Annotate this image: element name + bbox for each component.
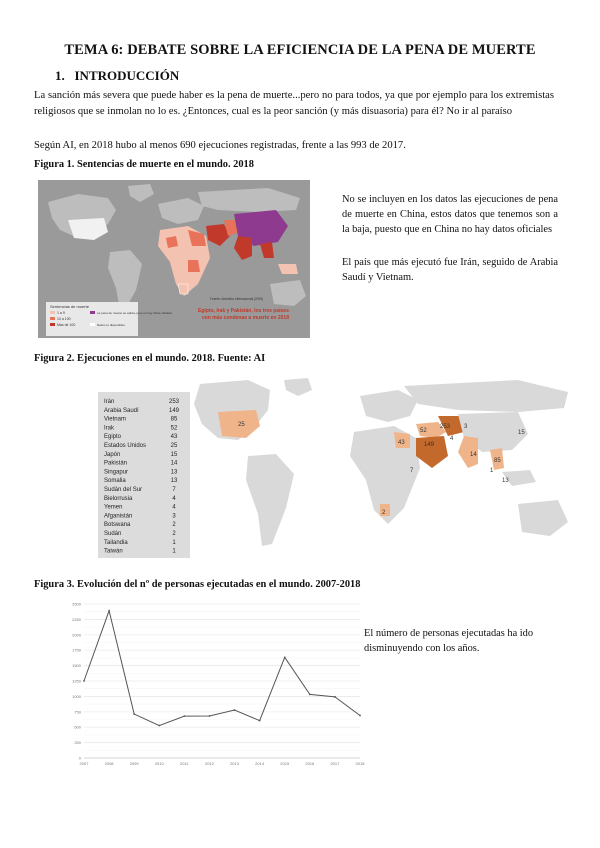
y-tick-label: 2500 — [72, 601, 81, 607]
figure3-chart — [66, 598, 366, 766]
figure1-note-1: No se incluyen en los datos las ejecuciones de pena de muerte en China, estos datos que tenemos son a la baja, puesto que en China no hay datos oficiales — [342, 194, 558, 235]
table-cell-country: Afganistán — [104, 513, 133, 520]
map-label: 13 — [502, 478, 509, 484]
figure1-note-2: El país que más ejecutó fue Irán, seguido de Arabia Saudí y Vietnam. — [342, 257, 558, 283]
map-label: 25 — [238, 422, 245, 428]
x-tick-label: 2007 — [79, 761, 89, 766]
table-cell-country: Sudán — [104, 531, 122, 537]
map-label: 2 — [382, 510, 386, 516]
executions-line-chart — [66, 598, 366, 766]
executions-world-map — [98, 376, 582, 560]
map-label: 4 — [450, 436, 454, 442]
data-point — [284, 656, 286, 658]
data-point — [259, 720, 261, 722]
series-line — [84, 611, 360, 726]
y-tick-label: 500 — [74, 724, 81, 730]
map-label: 14 — [470, 452, 477, 458]
y-tick-label: 1250 — [72, 678, 81, 684]
legend-item: Datos no disponibles — [97, 323, 125, 327]
table-cell-value: 1 — [172, 539, 176, 546]
x-tick-label: 2013 — [230, 761, 239, 766]
table-cell-value: 4 — [172, 504, 176, 511]
table-cell-country: Arabia Saudí — [104, 407, 139, 414]
table-cell-value: 2 — [172, 531, 176, 537]
table-cell-value: 4 — [172, 495, 176, 502]
table-cell-value: 149 — [168, 407, 180, 414]
map-label: 43 — [398, 440, 405, 446]
figure3-note: El número de personas ejecutadas ha ido disminuyendo con los años. — [364, 628, 534, 654]
table-cell-country: Bielorrusia — [104, 495, 133, 502]
data-point — [133, 713, 135, 715]
highlight-line2: con más condenas a muerte en 2018 — [202, 315, 289, 321]
data-point — [83, 680, 85, 682]
x-tick-label: 2014 — [255, 761, 265, 766]
table-cell-value: 43 — [170, 434, 178, 441]
x-tick-label: 2011 — [180, 761, 189, 766]
map-label: 1 — [490, 468, 494, 474]
page-title: TEMA 6: DEBATE SOBRE LA EFICIENCIA DE LA PENA DE MUERTE — [64, 42, 536, 58]
table-cell-country: Botswana — [104, 522, 131, 529]
table-cell-country: Singapur — [104, 469, 129, 476]
legend-item: 10 a 100 — [57, 317, 71, 321]
table-cell-value: 2 — [172, 522, 176, 529]
figure3-caption: Figura 3. Evolución del nº de personas ejecutadas en el mundo. 2007-2018 — [34, 579, 361, 590]
table-cell-country: Pakistán — [104, 460, 128, 467]
x-tick-label: 2018 — [355, 761, 365, 766]
table-cell-value: 14 — [170, 460, 178, 467]
y-tick-label: 1500 — [72, 663, 81, 669]
x-tick-label: 2017 — [330, 761, 340, 766]
map-source: Fuente: Amnistía Internacional (2019) — [210, 297, 264, 301]
map-label: 7 — [410, 468, 414, 474]
section-label: INTRODUCCIÓN — [74, 68, 180, 83]
x-tick-label: 2010 — [154, 761, 164, 766]
data-point — [234, 709, 236, 711]
table-cell-country: Egipto — [104, 434, 122, 441]
table-cell-country: Taiwán — [104, 548, 123, 555]
figure1-caption: Figura 1. Sentencias de muerte en el mundo. 2018 — [34, 159, 254, 170]
table-cell-country: Vietnam — [104, 416, 126, 423]
x-tick-label: 2015 — [280, 761, 290, 766]
highlight-line1: Egipto, Irak y Pakistán, los tres países — [198, 308, 289, 314]
data-point — [334, 696, 336, 698]
legend-item: Más de 100 — [57, 323, 76, 327]
map-label: 15 — [518, 430, 525, 436]
x-tick-label: 2012 — [205, 761, 214, 766]
data-point — [108, 610, 110, 612]
legend-title: Sentencias de muerte — [50, 304, 89, 309]
y-tick-label: 0 — [78, 755, 81, 761]
y-tick-label: 2250 — [72, 616, 81, 622]
table-cell-country: Somalia — [104, 478, 126, 485]
x-tick-label: 2016 — [305, 761, 315, 766]
figure2-image — [98, 376, 582, 560]
table-cell-country: Japón — [104, 451, 121, 458]
y-tick-label: 2000 — [72, 632, 81, 638]
table-cell-value: 25 — [170, 443, 178, 449]
table-cell-value: 3 — [172, 513, 176, 520]
y-tick-label: 750 — [74, 709, 81, 715]
table-cell-country: Irak — [104, 425, 115, 432]
legend-item: 1 a 9 — [57, 311, 65, 315]
map-label: 85 — [494, 458, 501, 464]
map-label: 149 — [424, 442, 435, 448]
section-number: 1. — [55, 68, 65, 83]
y-tick-label: 250 — [74, 740, 81, 746]
table-cell-country: Estados Unidos — [104, 443, 147, 449]
table-cell-value: 7 — [172, 487, 176, 493]
map-label: 253 — [440, 424, 451, 430]
figure1-map-image — [38, 180, 310, 338]
section-heading — [55, 68, 179, 84]
x-tick-label: 2008 — [104, 761, 114, 766]
table-cell-value: 1 — [172, 548, 176, 555]
table-cell-country: Tailandia — [104, 539, 128, 546]
table-cell-country: Yemen — [104, 504, 123, 511]
table-cell-value: 15 — [170, 451, 178, 458]
table-cell-value: 253 — [168, 399, 180, 405]
data-point — [359, 715, 361, 717]
table-cell-value: 52 — [170, 425, 178, 432]
x-tick-label: 2009 — [129, 761, 139, 766]
death-sentences-world-map — [38, 180, 310, 338]
data-point — [209, 715, 211, 717]
table-cell-country: Sudán del Sur — [104, 487, 143, 493]
data-point — [183, 715, 185, 717]
legend-item: La pena de muerte se aplica, pero no hay cifras oficiales — [97, 311, 173, 315]
map-label: 52 — [420, 428, 427, 434]
y-tick-label: 1000 — [72, 693, 81, 699]
figure2-caption: Figura 2. Ejecuciones en el mundo. 2018. Fuente: AI — [34, 353, 266, 364]
data-point — [309, 694, 311, 696]
table-cell-value: 85 — [170, 416, 178, 423]
table-cell-value: 13 — [170, 469, 178, 476]
map-label: 3 — [464, 424, 468, 430]
data-point — [158, 725, 160, 727]
y-tick-label: 1750 — [72, 647, 81, 653]
table-cell-value: 13 — [170, 478, 178, 485]
table-cell-country: Irán — [104, 399, 115, 405]
stats-paragraph: Según AI, en 2018 hubo al menos 690 ejecuciones registradas, frente a las 993 de 2017. — [34, 140, 406, 151]
intro-paragraph: La sanción más severa que puede haber es la pena de muerte...pero no para todos, ya que por ejemplo para los extremistas religiosos que se inmolan no lo es. ¿Entonces, cual es la peor sanción (y más disuasoria) para él? No ir al paraíso — [34, 90, 554, 117]
